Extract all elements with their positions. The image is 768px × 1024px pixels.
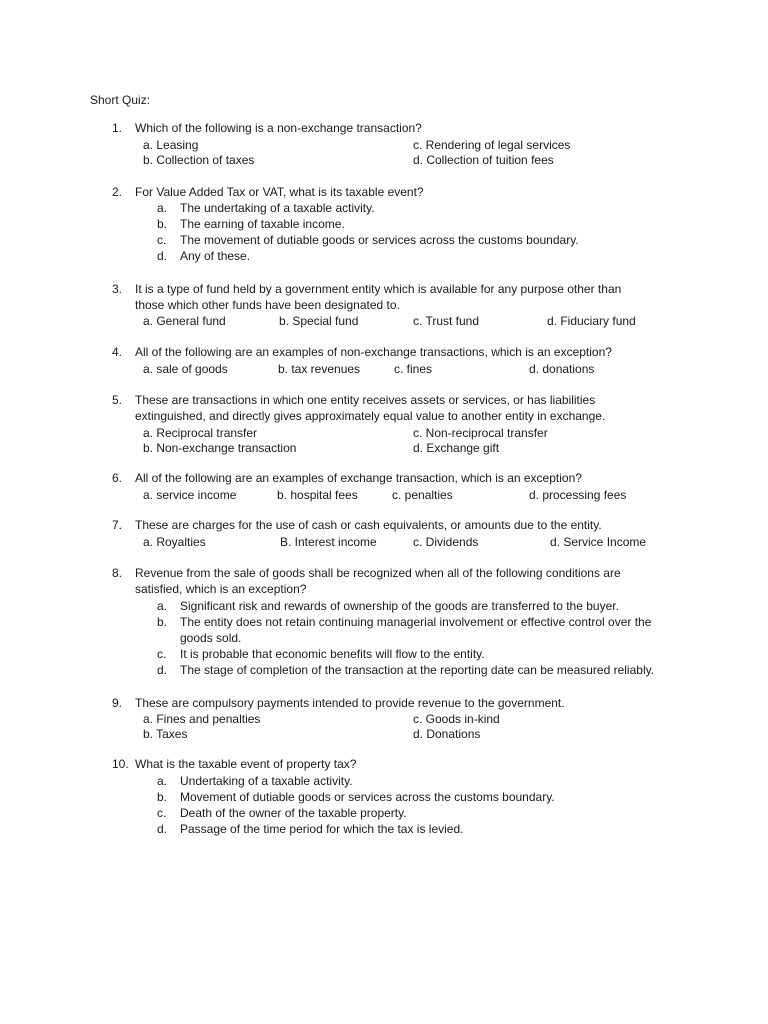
question-text: All of the following are an examples of exchange transaction, which is an exception? — [135, 471, 582, 485]
answer-option: d. donations — [529, 362, 595, 376]
answer-option: c. Dividends — [413, 535, 479, 549]
answer-option: Any of these. — [180, 249, 251, 263]
answer-option: c. Goods in-kind — [413, 712, 500, 726]
question-text: Revenue from the sale of goods shall be recognized when all of the following conditions are — [135, 566, 621, 580]
question-number: 5. — [112, 393, 123, 407]
answer-option: Passage of the time period for which the tax is levied. — [180, 822, 464, 836]
answer-letter: c. — [157, 233, 167, 247]
answer-option: d. processing fees — [529, 488, 627, 502]
answer-option: The stage of completion of the transaction at the reporting date can be measured reliably. — [180, 663, 655, 677]
answer-option: The entity does not retain continuing managerial involvement or effective control over the — [180, 615, 652, 629]
question-text: These are compulsory payments intended to provide revenue to the government. — [135, 696, 565, 710]
question-number: 1. — [112, 121, 123, 135]
answer-letter: a. — [157, 774, 168, 788]
answer-option: Movement of dutiable goods or services across the customs boundary. — [180, 790, 555, 804]
question-number: 8. — [112, 566, 123, 580]
question-text: satisfied, which is an exception? — [135, 582, 307, 596]
question-text: extinguished, and directly gives approximately equal value to another entity in exchange. — [135, 409, 606, 423]
answer-option: c. Non-reciprocal transfer — [413, 426, 548, 440]
answer-option: d. Collection of tuition fees — [413, 153, 554, 167]
question-number: 7. — [112, 518, 123, 532]
question-number: 6. — [112, 471, 123, 485]
answer-letter: d. — [157, 249, 168, 263]
answer-letter: a. — [157, 599, 168, 613]
answer-option: d. Fiduciary fund — [547, 314, 636, 328]
question-number: 2. — [112, 185, 123, 199]
answer-option: a. Leasing — [143, 138, 199, 152]
question-text: All of the following are an examples of non-exchange transactions, which is an exception? — [135, 345, 612, 359]
question-number: 10. — [112, 757, 129, 771]
answer-letter: d. — [157, 663, 168, 677]
question-text: It is a type of fund held by a government entity which is available for any purpose other than — [135, 282, 622, 296]
quiz-title: Short Quiz: — [90, 93, 151, 107]
answer-option: Undertaking of a taxable activity. — [180, 774, 353, 788]
question-number: 4. — [112, 345, 123, 359]
answer-letter: b. — [157, 217, 168, 231]
answer-option: It is probable that economic benefits will flow to the entity. — [180, 647, 485, 661]
answer-option: a. Reciprocal transfer — [143, 426, 258, 440]
answer-option: d. Service Income — [550, 535, 647, 549]
answer-option: The movement of dutiable goods or services across the customs boundary. — [180, 233, 579, 247]
answer-letter: a. — [157, 201, 168, 215]
question-number: 3. — [112, 282, 123, 296]
answer-option: a. sale of goods — [143, 362, 228, 376]
answer-option: d. Donations — [413, 727, 481, 741]
question-text: those which other funds have been designated to. — [135, 298, 400, 312]
answer-option: b. hospital fees — [277, 488, 358, 502]
answer-letter: c. — [157, 647, 167, 661]
answer-option: B. Interest income — [280, 535, 377, 549]
answer-option: b. Non-exchange transaction — [143, 441, 297, 455]
answer-option: c. Rendering of legal services — [413, 138, 571, 152]
answer-option: b. Collection of taxes — [143, 153, 255, 167]
answer-option: c. penalties — [392, 488, 453, 502]
answer-option: c. Trust fund — [413, 314, 480, 328]
answer-option: The earning of taxable income. — [180, 217, 345, 231]
answer-option: b. Taxes — [143, 727, 188, 741]
answer-option: goods sold. — [180, 631, 242, 645]
question-number: 9. — [112, 696, 123, 710]
question-text: These are transactions in which one entity receives assets or services, or has liabilities — [135, 393, 596, 407]
answer-option: a. Royalties — [143, 535, 206, 549]
answer-letter: d. — [157, 822, 168, 836]
answer-option: Significant risk and rewards of ownership of the goods are transferred to the buyer. — [180, 599, 619, 613]
answer-letter: c. — [157, 806, 167, 820]
answer-option: c. fines — [394, 362, 433, 376]
question-text: What is the taxable event of property tax? — [135, 757, 357, 771]
answer-option: The undertaking of a taxable activity. — [180, 201, 375, 215]
answer-option: b. tax revenues — [278, 362, 361, 376]
question-text: These are charges for the use of cash or cash equivalents, or amounts due to the entity. — [135, 518, 602, 532]
answer-option: b. Special fund — [279, 314, 359, 328]
answer-option: a. Fines and penalties — [143, 712, 261, 726]
answer-option: a. service income — [143, 488, 237, 502]
question-text: Which of the following is a non-exchange transaction? — [135, 121, 422, 135]
answer-letter: b. — [157, 615, 168, 629]
answer-letter: b. — [157, 790, 168, 804]
question-text: For Value Added Tax or VAT, what is its taxable event? — [135, 185, 424, 199]
answer-option: Death of the owner of the taxable property. — [180, 806, 407, 820]
answer-option: d. Exchange gift — [413, 441, 500, 455]
answer-option: a. General fund — [143, 314, 226, 328]
